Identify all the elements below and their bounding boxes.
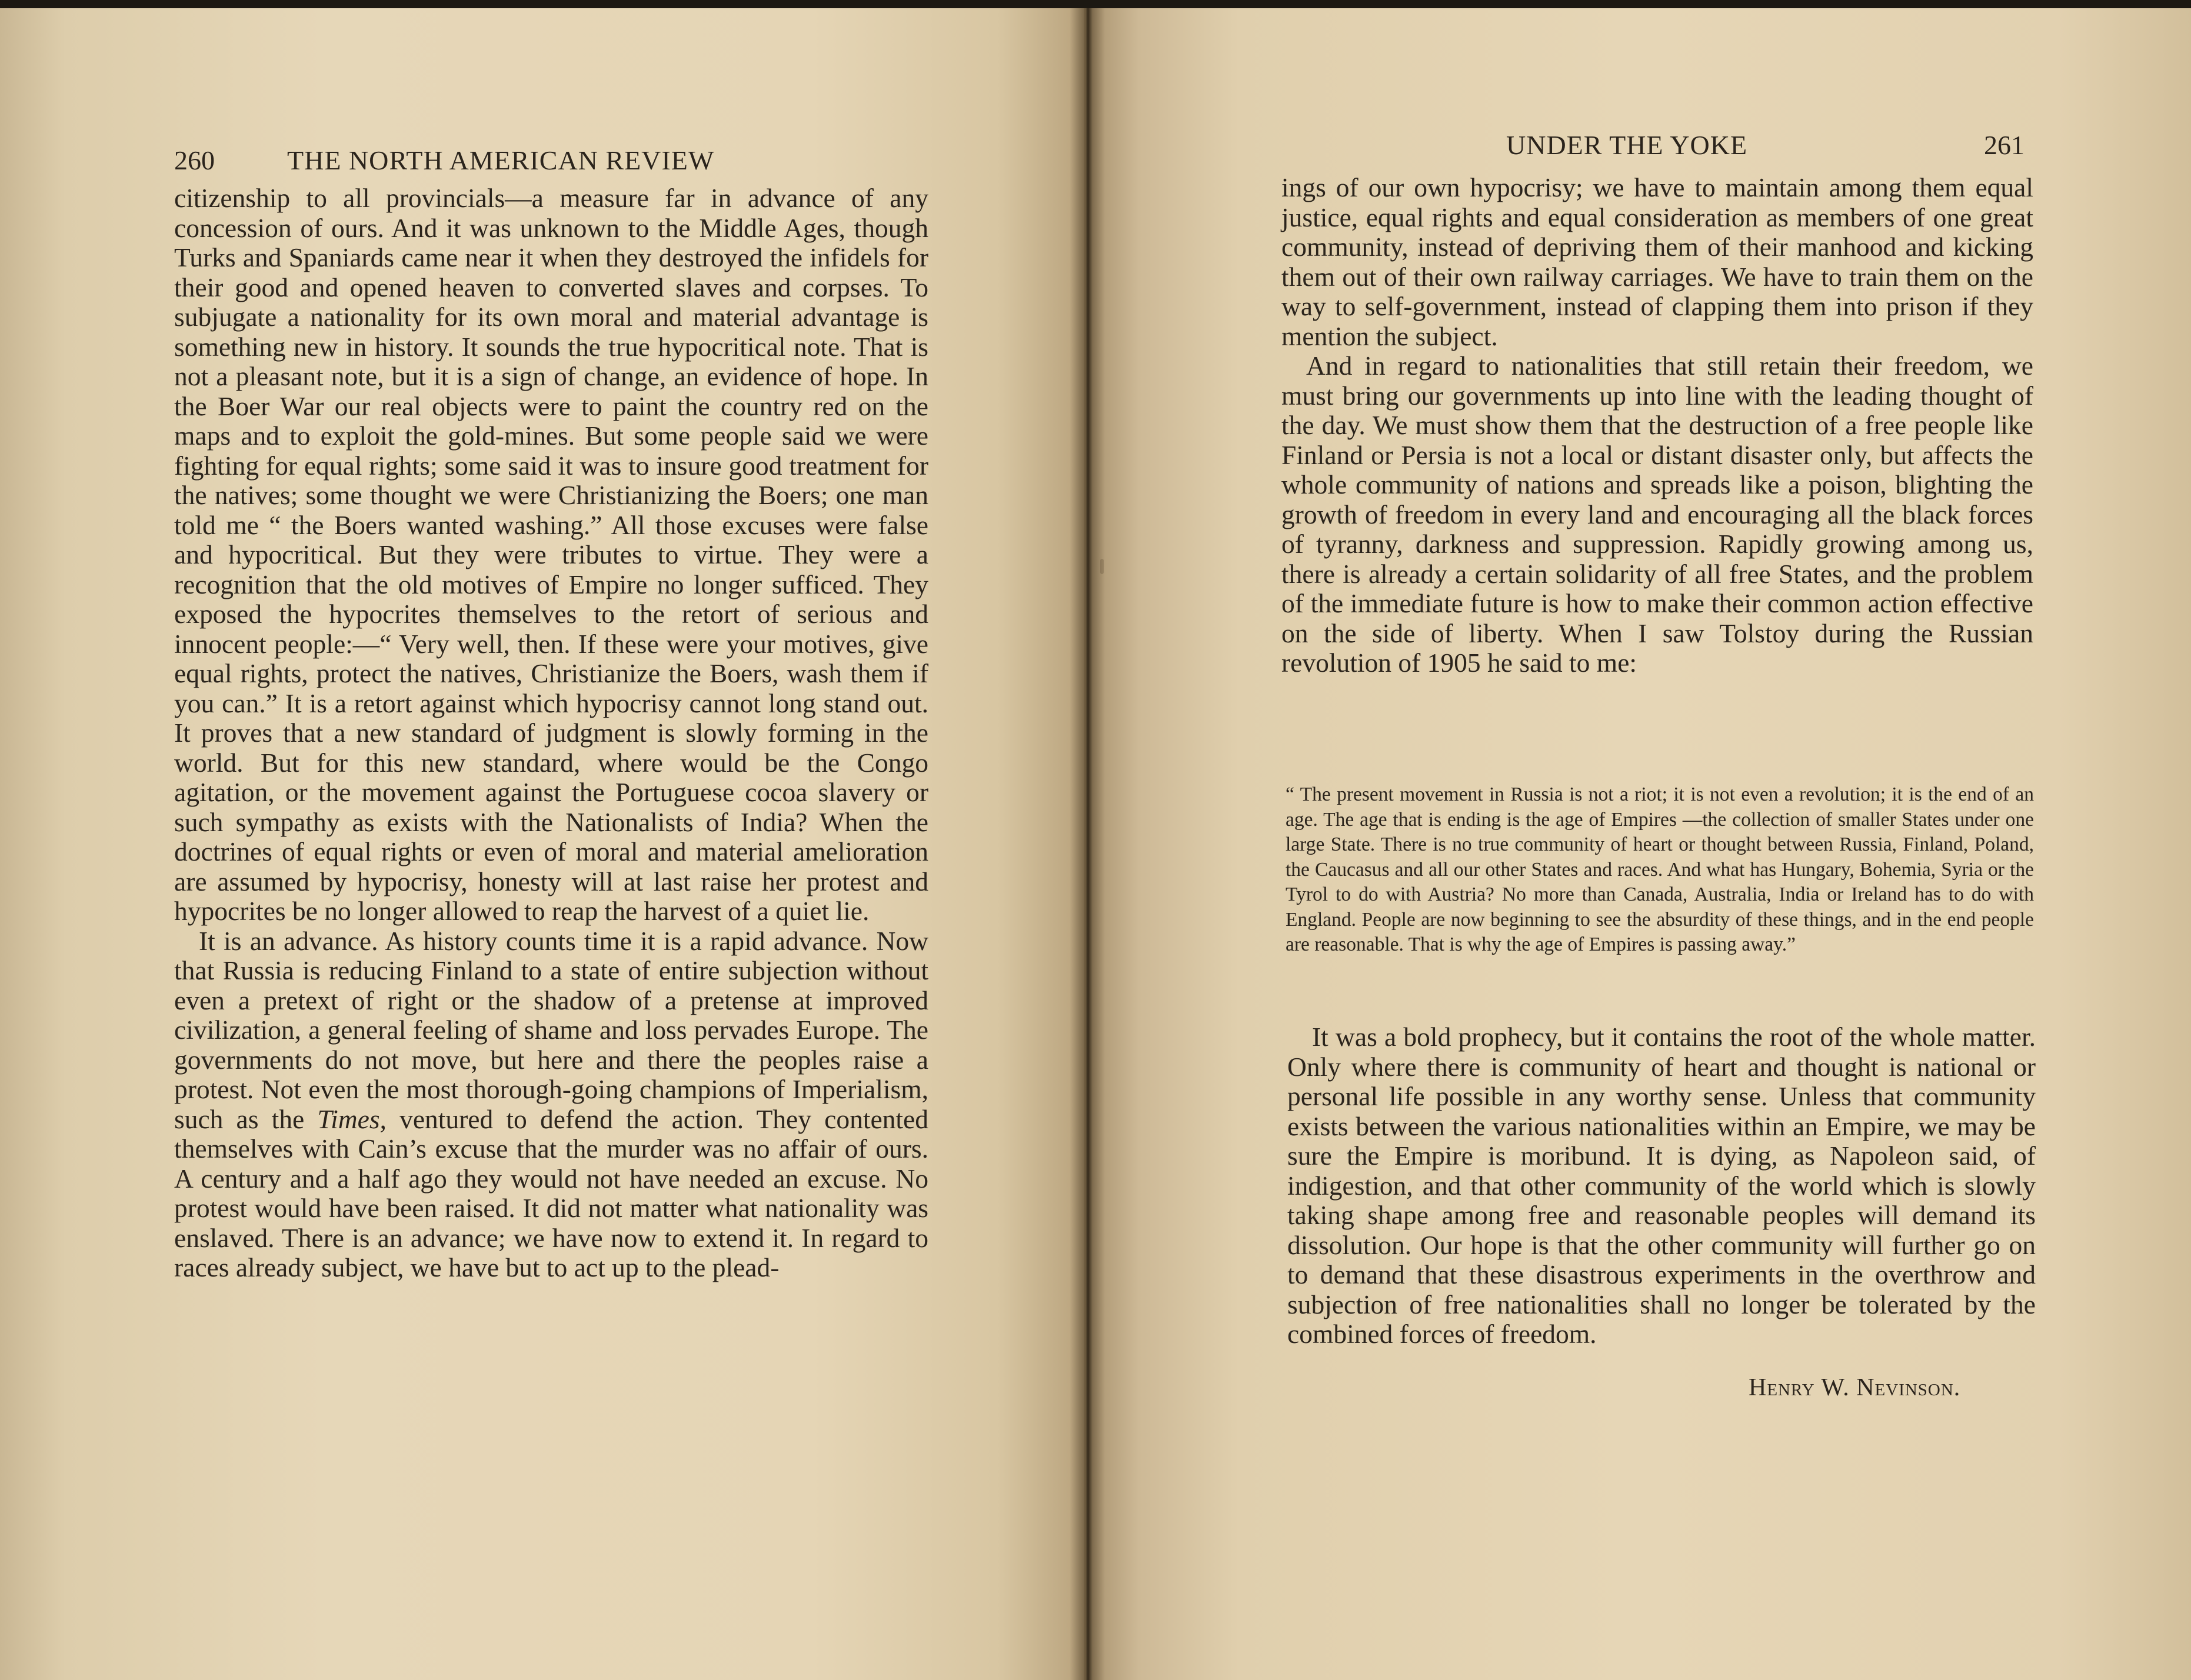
book-gutter bbox=[1070, 0, 1105, 1680]
page-number: 261 bbox=[1984, 130, 2024, 160]
running-head: THE NORTH AMERICAN REVIEW bbox=[287, 145, 715, 175]
paragraph bbox=[174, 926, 928, 1283]
paragraph: And in regard to nationalities that still retain their freedom, we must bring our governments up into line with the leading thought of the day. We must show them that the destruction of a free people like Finland or Persia is not a local or distant disaster only, but affects the whole community of nations and spreads like a poison, blighting the growth of freedom in every land and encouraging all the black forces of tyranny, darkness and suppression. Rapidly growing among us, there is already a certain solidarity of all free States, and the problem of the immediate future is how to make their common action effective on the side of liberty. When I saw Tolstoy during the Russian revolution of 1905 he said to me: bbox=[1281, 351, 2033, 678]
paragraph: It was a bold prophecy, but it contains the root of the whole matter. Only where there is community of heart and thought is national or personal life possible in any worthy sense. Unless that community exists between the various nationalities within an Empire, we may be sure the Empire is moribund. It is dying, as Napoleon said, of indigestion, and that other community of the world which is slowly taking shape among free and reasonable peoples will demand its dissolution. Our hope is that the other community will further go on to demand that these disastrous experiments in the overthrow and subjection of free nationalities shall no longer be tolerated by the combined forces of freedom. bbox=[1287, 1022, 2036, 1349]
paragraph-text: It is an advance. As history counts time it is a rapid advance. Now that Russia is reducing Finland to a state of entire subjection without even a pretext of right or the shadow of a pretense at improved civilization, a general feeling of shame and loss pervades Europe. The governments do not move, but here and there the peoples raise a protest. Not even the most thorough-going champions of Imperialism, such as the bbox=[174, 925, 928, 1134]
running-head: UNDER THE YOKE bbox=[1506, 130, 1748, 160]
page-number: 260 bbox=[174, 145, 215, 175]
right-page-body-lower bbox=[1287, 1022, 2036, 1349]
paragraph-text: ventured to defend the action. They contented themselves with Cain’s excuse that the murder was no affair of ours. A century and a half ago they would not have needed an excuse. No protest would have been raised. It did not matter what nationality was enslaved. There is an advance; we have now to extend it. In regard to races already subject, we have but to act up to the plead- bbox=[174, 1104, 928, 1282]
paragraph: citizenship to all provincials—a measure far in advance of any concession of ours. And it was unknown to the Middle Ages, though Turks and Spaniards came near it when they destroyed the infidels for their good and opened heaven to converted slaves and corpses. To subjugate a nationality for its own moral and material advantage is something new in history. It sounds the true hypocritical note. That is not a pleasant note, but it is a sign of change, an evidence of hope. In the Boer War our real objects were to paint the country red on the maps and to exploit the gold-mines. But some people said we were fighting for equal rights; some said it was to insure good treatment for the natives; some thought we were Christianizing the Boers; one man told me “ the Boers wanted washing.” All those excuses were false and hypocritical. But they were tributes to virtue. They were a recognition that the old motives of Empire no longer sufficed. They exposed the hypocrites themselves to the retort of serious and innocent people:—“ Very well, then. If these were your motives, give equal rights, protect the natives, Christianize the Boers, wash them if you can.” It is a retort against which hypocrisy cannot long stand out. It proves that a new standard of judgment is slowly forming in the world. But for this new standard, where would be the Congo agitation, or the movement against the Portuguese cocoa slavery or such sympathy as exists with the Nationalists of India? When the doctrines of equal rights or even of moral and material amelioration are assumed by hypocrisy, honesty will at last raise her protest and hypocrites be no longer allowed to reap the harvest of a quiet lie. bbox=[174, 183, 928, 926]
page-top-edge bbox=[0, 0, 2191, 8]
left-page-body bbox=[174, 184, 928, 1283]
block-quote: “ The present movement in Russia is not a riot; it is not even a revolution; it is the end of an age. The age that is ending is the age of Empires —the collection of smaller States under one large State. There is no true community of heart or thought between Russia, Finland, Poland, the Caucasus and all our other States and races. And what has Hungary, Bohemia, Syria or the Tyrol to do with Austria? No more than Canada, Australia, India or Ireland has to do with England. People are now beginning to see the absurdity of these things, and in the end people are reasonable. That is why the age of Empires is passing away.” bbox=[1286, 784, 2034, 955]
paragraph: ings of our own hypocrisy; we have to maintain among them equal justice, equal rights and equal consideration as members of one great community, instead of depriving them of their manhood and kicking them out of their own railway carriages. We have to train them on the way to self-government, instead of clapping them into prison if they mention the subject. bbox=[1281, 172, 2033, 351]
left-page bbox=[0, 0, 1084, 1680]
italic-title: Times, bbox=[317, 1104, 387, 1134]
right-page-body-upper bbox=[1281, 173, 2033, 678]
author-signature: Henry W. Nevinson. bbox=[1749, 1374, 1961, 1401]
